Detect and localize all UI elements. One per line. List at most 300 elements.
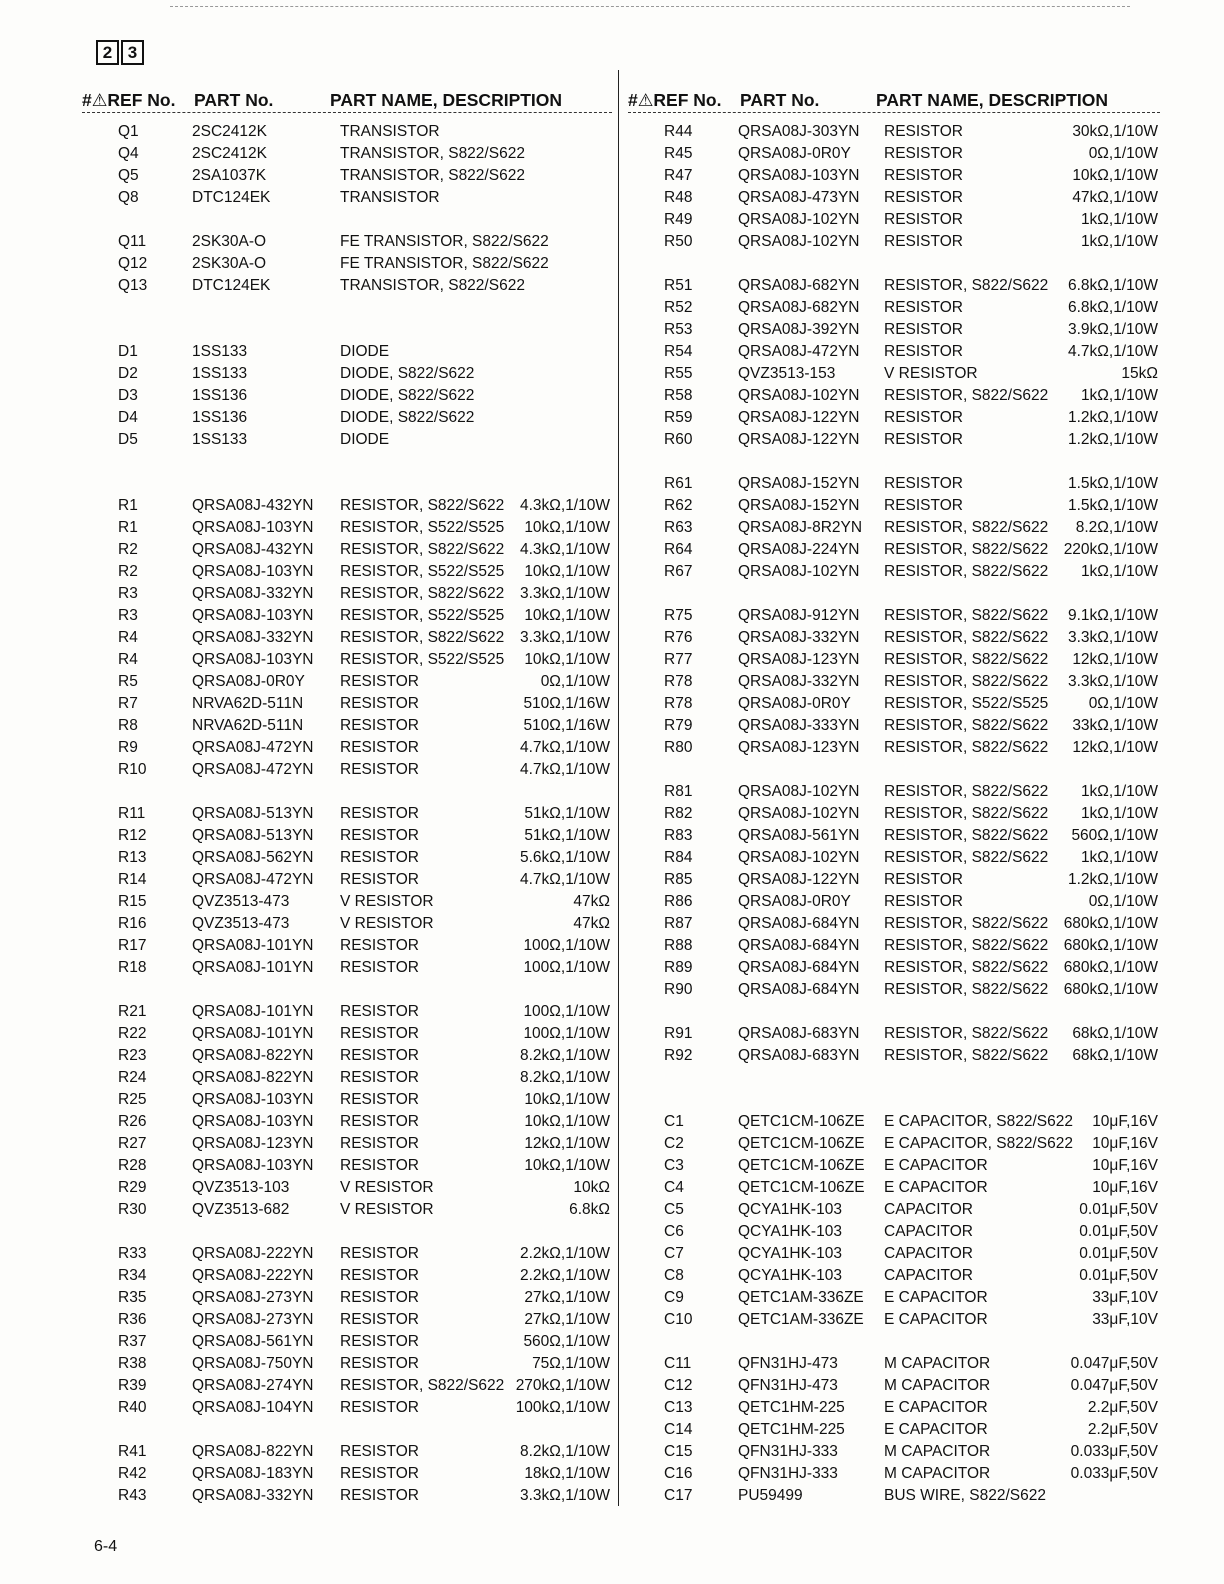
part-description: TRANSISTOR, S822/S622 xyxy=(340,145,525,162)
part-description: RESISTOR xyxy=(340,1157,419,1174)
part-description: RESISTOR xyxy=(340,673,419,690)
ref-no: R89 xyxy=(664,959,693,976)
table-row xyxy=(628,561,1160,583)
part-no: QFN31HJ-333 xyxy=(738,1443,838,1460)
part-no: QRSA08J-103YN xyxy=(738,167,860,184)
part-description: RESISTOR, S822/S622 xyxy=(340,497,505,514)
part-description: RESISTOR xyxy=(340,1245,419,1262)
table-row xyxy=(628,847,1160,869)
part-no: QRSA08J-473YN xyxy=(738,189,860,206)
table-row xyxy=(628,319,1160,341)
part-description: RESISTOR xyxy=(884,497,963,514)
ref-no: R58 xyxy=(664,387,693,404)
table-row xyxy=(82,231,612,253)
ref-no: R40 xyxy=(118,1399,147,1416)
part-description: RESISTOR xyxy=(340,1333,419,1350)
part-value: 10kΩ,1/10W xyxy=(524,607,610,624)
table-row xyxy=(628,495,1160,517)
table-row xyxy=(628,341,1160,363)
part-value: 15kΩ xyxy=(1121,365,1158,382)
part-description: RESISTOR xyxy=(884,871,963,888)
ref-no: R9 xyxy=(118,739,138,756)
table-row xyxy=(82,341,612,363)
ref-no: R29 xyxy=(118,1179,147,1196)
parts-rows-left xyxy=(82,113,612,1507)
part-description: TRANSISTOR xyxy=(340,123,440,140)
table-row xyxy=(628,627,1160,649)
part-value: 0.033μF,50V xyxy=(1070,1443,1158,1460)
part-value: 4.7kΩ,1/10W xyxy=(520,871,610,888)
part-description: RESISTOR xyxy=(340,1113,419,1130)
part-no: 1SS136 xyxy=(192,409,248,426)
part-value: 10kΩ,1/10W xyxy=(524,1113,610,1130)
table-row xyxy=(628,737,1160,759)
table-row xyxy=(82,1265,612,1287)
part-no: QRSA08J-102YN xyxy=(738,387,860,404)
part-description: V RESISTOR xyxy=(884,365,978,382)
part-value: 27kΩ,1/10W xyxy=(524,1289,610,1306)
part-description: DIODE xyxy=(340,431,390,448)
part-no: QRSA08J-472YN xyxy=(192,761,314,778)
part-description: RESISTOR, S822/S622 xyxy=(340,585,505,602)
part-no: QRSA08J-123YN xyxy=(738,739,860,756)
table-row xyxy=(628,407,1160,429)
ref-no: R39 xyxy=(118,1377,147,1394)
part-description: TRANSISTOR xyxy=(340,189,440,206)
ref-no: C9 xyxy=(664,1289,684,1306)
ref-no: R80 xyxy=(664,739,693,756)
part-no: NRVA62D-511N xyxy=(192,695,304,712)
part-no: QRSA08J-561YN xyxy=(192,1333,314,1350)
table-row xyxy=(628,385,1160,407)
part-value: 33μF,10V xyxy=(1092,1311,1158,1328)
part-no: QRSA08J-222YN xyxy=(192,1245,314,1262)
part-value: 0Ω,1/10W xyxy=(1088,145,1158,162)
table-row xyxy=(628,1265,1160,1287)
part-description: RESISTOR xyxy=(884,167,963,184)
table-row xyxy=(628,143,1160,165)
ref-no: R10 xyxy=(118,761,147,778)
part-description: RESISTOR, S822/S622 xyxy=(884,629,1049,646)
table-row xyxy=(628,297,1160,319)
ref-no: R67 xyxy=(664,563,693,580)
part-no: QRSA08J-0R0Y xyxy=(192,673,305,690)
part-no: QRSA08J-682YN xyxy=(738,299,860,316)
part-description: RESISTOR xyxy=(884,431,963,448)
part-no: QETC1HM-225 xyxy=(738,1399,845,1416)
part-no: QFN31HJ-473 xyxy=(738,1377,838,1394)
part-value: 2.2μF,50V xyxy=(1087,1399,1158,1416)
part-description: BUS WIRE, S822/S622 xyxy=(884,1487,1046,1504)
ref-no: R24 xyxy=(118,1069,147,1086)
table-row xyxy=(628,517,1160,539)
part-description: RESISTOR xyxy=(340,1399,419,1416)
part-description: RESISTOR, S522/S525 xyxy=(340,607,505,624)
ref-no: R42 xyxy=(118,1465,147,1482)
table-row xyxy=(628,957,1160,979)
part-description: E CAPACITOR xyxy=(884,1179,988,1196)
table-row xyxy=(82,913,612,935)
table-row xyxy=(628,231,1160,253)
table-row xyxy=(628,671,1160,693)
part-description: RESISTOR, S822/S622 xyxy=(884,563,1049,580)
part-value: 12kΩ,1/10W xyxy=(1072,739,1158,756)
ref-no: Q13 xyxy=(118,277,148,294)
part-description: RESISTOR, S522/S525 xyxy=(340,563,505,580)
table-row xyxy=(628,275,1160,297)
part-description: RESISTOR xyxy=(884,145,963,162)
part-description: DIODE, S822/S622 xyxy=(340,387,475,404)
part-value: 1kΩ,1/10W xyxy=(1080,387,1158,404)
table-row xyxy=(82,693,612,715)
part-description: RESISTOR xyxy=(340,1465,419,1482)
part-description: RESISTOR, S822/S622 xyxy=(884,937,1049,954)
table-row xyxy=(82,737,612,759)
ref-no: R16 xyxy=(118,915,147,932)
part-value: 0.033μF,50V xyxy=(1070,1465,1158,1482)
part-description: E CAPACITOR xyxy=(884,1311,988,1328)
table-row xyxy=(628,1463,1160,1485)
ref-no: C7 xyxy=(664,1245,684,1262)
part-no: QRSA08J-103YN xyxy=(192,563,314,580)
table-row xyxy=(628,165,1160,187)
table-row xyxy=(628,1243,1160,1265)
ref-no: R88 xyxy=(664,937,693,954)
part-value: 1.2kΩ,1/10W xyxy=(1068,409,1158,426)
ref-no: R90 xyxy=(664,981,693,998)
header-desc: PART NAME, DESCRIPTION xyxy=(330,90,563,110)
part-description: RESISTOR xyxy=(884,321,963,338)
part-value: 8.2kΩ,1/10W xyxy=(520,1443,610,1460)
ref-no: R78 xyxy=(664,695,693,712)
part-description: RESISTOR xyxy=(884,343,963,360)
part-value: 100Ω,1/10W xyxy=(523,937,610,954)
part-no: QVZ3513-473 xyxy=(192,915,290,932)
part-no: QRSA08J-102YN xyxy=(738,849,860,866)
ref-no: R63 xyxy=(664,519,693,536)
part-value: 2.2μF,50V xyxy=(1087,1421,1158,1438)
part-no: QRSA08J-102YN xyxy=(738,805,860,822)
table-row xyxy=(82,935,612,957)
table-row xyxy=(628,429,1160,451)
part-description: DIODE, S822/S622 xyxy=(340,365,475,382)
ref-no: D4 xyxy=(118,409,138,426)
table-row xyxy=(628,187,1160,209)
table-row xyxy=(82,517,612,539)
part-description: RESISTOR, S522/S525 xyxy=(884,695,1049,712)
table-row xyxy=(82,1001,612,1023)
ref-no: C8 xyxy=(664,1267,684,1284)
part-description: CAPACITOR xyxy=(884,1245,973,1262)
part-description: RESISTOR xyxy=(340,1135,419,1152)
part-value: 0.01μF,50V xyxy=(1079,1201,1158,1218)
table-row xyxy=(628,803,1160,825)
part-value: 10kΩ,1/10W xyxy=(524,563,610,580)
part-no: QRSA08J-562YN xyxy=(192,849,314,866)
ref-no: R7 xyxy=(118,695,138,712)
part-description: RESISTOR xyxy=(884,475,963,492)
part-no: QRSA08J-101YN xyxy=(192,937,314,954)
part-value: 6.8kΩ xyxy=(569,1201,610,1218)
table-row xyxy=(628,935,1160,957)
part-no: QRSA08J-102YN xyxy=(738,233,860,250)
part-value: 0Ω,1/10W xyxy=(1088,695,1158,712)
table-row xyxy=(82,891,612,913)
part-no: QRSA08J-224YN xyxy=(738,541,860,558)
part-description: RESISTOR xyxy=(340,1025,419,1042)
part-no: QETC1CM-106ZE xyxy=(738,1157,865,1174)
ref-no: R12 xyxy=(118,827,147,844)
part-value: 1.2kΩ,1/10W xyxy=(1068,871,1158,888)
part-value: 1kΩ,1/10W xyxy=(1080,783,1158,800)
part-no: QETC1HM-225 xyxy=(738,1421,845,1438)
part-value: 5.6kΩ,1/10W xyxy=(520,849,610,866)
part-no: QRSA08J-683YN xyxy=(738,1025,860,1042)
part-no: 2SK30A-O xyxy=(192,255,267,272)
ref-no: R44 xyxy=(664,123,693,140)
part-value: 3.3kΩ,1/10W xyxy=(520,629,610,646)
ref-no: R48 xyxy=(664,189,693,206)
part-no: QRSA08J-222YN xyxy=(192,1267,314,1284)
ref-no: C1 xyxy=(664,1113,684,1130)
ref-no: R4 xyxy=(118,629,138,646)
ref-no: D5 xyxy=(118,431,138,448)
ref-no: R28 xyxy=(118,1157,147,1174)
header-part: PART No. xyxy=(740,90,820,110)
ref-no: R78 xyxy=(664,673,693,690)
part-description: M CAPACITOR xyxy=(884,1355,991,1372)
page-box-2: 3 xyxy=(121,40,144,65)
ref-no: R64 xyxy=(664,541,693,558)
table-row xyxy=(82,759,612,781)
part-no: 1SS136 xyxy=(192,387,248,404)
ref-no: R38 xyxy=(118,1355,147,1372)
part-no: QRSA08J-303YN xyxy=(738,123,860,140)
part-description: RESISTOR, S822/S622 xyxy=(884,915,1049,932)
table-row xyxy=(628,1397,1160,1419)
part-no: QVZ3513-473 xyxy=(192,893,290,910)
parts-rows-right xyxy=(628,113,1160,1507)
table-row xyxy=(628,363,1160,385)
ref-no: R1 xyxy=(118,519,138,536)
ref-no: R52 xyxy=(664,299,693,316)
table-row xyxy=(628,1309,1160,1331)
part-no: 1SS133 xyxy=(192,431,248,448)
ref-no: R27 xyxy=(118,1135,147,1152)
part-description: TRANSISTOR, S822/S622 xyxy=(340,277,525,294)
part-no: QRSA08J-101YN xyxy=(192,1025,314,1042)
part-no: PU59499 xyxy=(738,1487,803,1504)
part-no: QETC1CM-106ZE xyxy=(738,1179,865,1196)
part-value: 10kΩ,1/10W xyxy=(1072,167,1158,184)
table-row xyxy=(628,891,1160,913)
table-row xyxy=(628,781,1160,803)
part-value: 4.3kΩ,1/10W xyxy=(520,497,610,514)
part-value: 0.047μF,50V xyxy=(1070,1355,1158,1372)
part-no: QRSA08J-472YN xyxy=(738,343,860,360)
ref-no: R13 xyxy=(118,849,147,866)
part-no: QRSA08J-912YN xyxy=(738,607,860,624)
part-value: 47kΩ xyxy=(573,893,610,910)
part-value: 8.2kΩ,1/10W xyxy=(520,1069,610,1086)
part-description: RESISTOR xyxy=(340,717,419,734)
table-row xyxy=(82,1155,612,1177)
table-row xyxy=(82,143,612,165)
part-no: QRSA08J-122YN xyxy=(738,431,860,448)
part-description: RESISTOR, S822/S622 xyxy=(884,959,1049,976)
part-description: RESISTOR, S822/S622 xyxy=(340,541,505,558)
ref-no: R17 xyxy=(118,937,147,954)
ref-no: R51 xyxy=(664,277,693,294)
ref-no: R92 xyxy=(664,1047,693,1064)
ref-no: C2 xyxy=(664,1135,684,1152)
part-value: 0.01μF,50V xyxy=(1079,1267,1158,1284)
ref-no: R37 xyxy=(118,1333,147,1350)
part-description: RESISTOR, S822/S622 xyxy=(884,651,1049,668)
part-value: 100kΩ,1/10W xyxy=(515,1399,610,1416)
ref-no: R86 xyxy=(664,893,693,910)
table-row xyxy=(82,1089,612,1111)
part-no: QRSA08J-683YN xyxy=(738,1047,860,1064)
part-description: CAPACITOR xyxy=(884,1267,973,1284)
part-description: RESISTOR xyxy=(884,211,963,228)
part-value: 47kΩ xyxy=(573,915,610,932)
part-value: 680kΩ,1/10W xyxy=(1063,959,1158,976)
table-row xyxy=(628,1045,1160,1067)
ref-no: R33 xyxy=(118,1245,147,1262)
ref-no: R81 xyxy=(664,783,693,800)
column-header xyxy=(82,88,612,113)
table-row xyxy=(82,1485,612,1507)
ref-no: Q8 xyxy=(118,189,139,206)
part-no: QRSA08J-103YN xyxy=(192,607,314,624)
table-row xyxy=(82,1067,612,1089)
part-no: QRSA08J-332YN xyxy=(738,629,860,646)
part-value: 3.3kΩ,1/10W xyxy=(1068,629,1158,646)
table-row xyxy=(82,1309,612,1331)
part-description: RESISTOR xyxy=(340,1311,419,1328)
ref-no: R91 xyxy=(664,1025,693,1042)
part-no: NRVA62D-511N xyxy=(192,717,304,734)
ref-no: R50 xyxy=(664,233,693,250)
table-row xyxy=(82,825,612,847)
ref-no: R75 xyxy=(664,607,693,624)
part-no: QRSA08J-561YN xyxy=(738,827,860,844)
table-row xyxy=(82,1111,612,1133)
part-value: 30kΩ,1/10W xyxy=(1072,123,1158,140)
part-no: QRSA08J-103YN xyxy=(192,1091,314,1108)
ref-no: C3 xyxy=(664,1157,684,1174)
table-row xyxy=(82,1463,612,1485)
part-description: RESISTOR xyxy=(340,1443,419,1460)
part-value: 12kΩ,1/10W xyxy=(1072,651,1158,668)
part-value: 10μF,16V xyxy=(1092,1157,1158,1174)
part-value: 1.5kΩ,1/10W xyxy=(1068,475,1158,492)
table-row xyxy=(628,1353,1160,1375)
ref-no: R49 xyxy=(664,211,693,228)
table-row xyxy=(82,1331,612,1353)
part-no: QFN31HJ-473 xyxy=(738,1355,838,1372)
part-no: QRSA08J-273YN xyxy=(192,1311,314,1328)
part-description: RESISTOR xyxy=(340,827,419,844)
part-value: 51kΩ,1/10W xyxy=(524,805,610,822)
part-description: TRANSISTOR, S822/S622 xyxy=(340,167,525,184)
part-no: QETC1CM-106ZE xyxy=(738,1113,865,1130)
part-value: 680kΩ,1/10W xyxy=(1063,915,1158,932)
part-no: QRSA08J-750YN xyxy=(192,1355,314,1372)
table-row xyxy=(628,1199,1160,1221)
table-row xyxy=(628,1419,1160,1441)
part-description: RESISTOR, S822/S622 xyxy=(884,1047,1049,1064)
table-row xyxy=(628,1287,1160,1309)
table-row xyxy=(628,1111,1160,1133)
part-description: RESISTOR, S822/S622 xyxy=(884,673,1049,690)
part-no: QCYA1HK-103 xyxy=(738,1223,842,1240)
ref-no: Q1 xyxy=(118,123,139,140)
table-row xyxy=(82,385,612,407)
part-description: DIODE xyxy=(340,343,390,360)
table-row xyxy=(628,913,1160,935)
part-no: QRSA08J-333YN xyxy=(738,717,860,734)
part-value: 2.2kΩ,1/10W xyxy=(520,1245,610,1262)
part-no: QETC1AM-336ZE xyxy=(738,1289,864,1306)
table-row xyxy=(628,473,1160,495)
part-no: QRSA08J-513YN xyxy=(192,827,314,844)
ref-no: Q5 xyxy=(118,167,139,184)
part-description: DIODE, S822/S622 xyxy=(340,409,475,426)
table-row xyxy=(82,649,612,671)
part-description: RESISTOR xyxy=(884,893,963,910)
part-value: 10kΩ,1/10W xyxy=(524,1157,610,1174)
part-no: QVZ3513-103 xyxy=(192,1179,290,1196)
part-description: RESISTOR xyxy=(340,805,419,822)
part-no: QRSA08J-152YN xyxy=(738,497,860,514)
part-description: RESISTOR xyxy=(340,1069,419,1086)
table-row xyxy=(82,275,612,297)
part-no: QRSA08J-432YN xyxy=(192,541,314,558)
table-row xyxy=(82,1045,612,1067)
part-description: M CAPACITOR xyxy=(884,1377,991,1394)
part-description: FE TRANSISTOR, S822/S622 xyxy=(340,233,549,250)
table-row xyxy=(628,539,1160,561)
table-row xyxy=(628,209,1160,231)
part-value: 0Ω,1/10W xyxy=(540,673,610,690)
part-description: E CAPACITOR xyxy=(884,1421,988,1438)
part-no: QRSA08J-684YN xyxy=(738,915,860,932)
table-row xyxy=(82,1023,612,1045)
part-description: RESISTOR xyxy=(340,1487,419,1504)
table-row xyxy=(82,363,612,385)
ref-no: R60 xyxy=(664,431,693,448)
ref-no: R3 xyxy=(118,607,138,624)
table-row xyxy=(82,627,612,649)
table-row xyxy=(82,1353,612,1375)
part-no: QVZ3513-153 xyxy=(738,365,836,382)
ref-no: R53 xyxy=(664,321,693,338)
part-description: RESISTOR, S822/S622 xyxy=(884,717,1049,734)
part-no: QRSA08J-513YN xyxy=(192,805,314,822)
part-no: QRSA08J-123YN xyxy=(192,1135,314,1152)
part-value: 1kΩ,1/10W xyxy=(1080,233,1158,250)
ref-no: C14 xyxy=(664,1421,693,1438)
ref-no: R8 xyxy=(118,717,138,734)
part-no: QVZ3513-682 xyxy=(192,1201,290,1218)
part-no: QRSA08J-392YN xyxy=(738,321,860,338)
part-no: QRSA08J-332YN xyxy=(192,629,314,646)
part-value: 100Ω,1/10W xyxy=(523,1003,610,1020)
part-no: QRSA08J-682YN xyxy=(738,277,860,294)
part-value: 9.1kΩ,1/10W xyxy=(1068,607,1158,624)
